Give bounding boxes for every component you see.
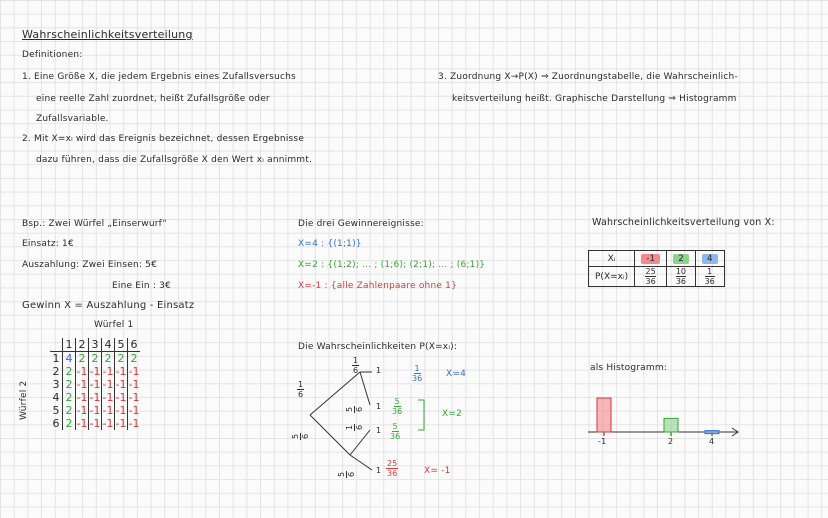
prob-1-6-mid <box>345 424 364 431</box>
def1-line1: 1. Eine Größe X, die jedem Ergebnis eines Zufallsversuchs <box>22 72 296 82</box>
dice-cell: -1 <box>76 417 88 430</box>
dist-p-cell <box>635 267 667 287</box>
tree-branch <box>360 372 370 405</box>
dice-row-label: 6 <box>52 417 60 430</box>
dice-cell: 2 <box>63 391 76 404</box>
dice-cell: 2 <box>128 352 141 366</box>
dice-row-label: 1 <box>52 352 60 365</box>
num: 5 <box>291 433 301 440</box>
dice-cell: -1 <box>89 365 101 378</box>
dice-header-cell: 4 <box>102 338 115 352</box>
prob-5-6-bottom <box>337 471 356 478</box>
auszahlung-eine: Eine Ein : 3€ <box>112 281 171 291</box>
x-value-highlight: 2 <box>673 254 689 264</box>
dice-cell: -1 <box>128 417 140 430</box>
dice-cell: 2 <box>63 404 76 417</box>
num: 25 <box>645 267 656 276</box>
den: 6 <box>355 406 365 413</box>
dice-cell: 2 <box>89 352 102 366</box>
dist-row-x <box>589 251 725 267</box>
num: 1 <box>414 364 420 373</box>
event-x2: X=2 : {(1;2); ... ; (1;6); (2;1); ... ; (6;1)} <box>298 260 486 270</box>
gewinn-formula: Gewinn X = Auszahlung - Einsatz <box>22 300 195 311</box>
dice-row-label: 2 <box>52 365 60 378</box>
def3-line2: keitsverteilung heißt. Graphische Darstellung ⇒ Histogramm <box>452 94 737 104</box>
def1-line3: Zufallsvariable. <box>36 114 109 124</box>
dice-cell: 2 <box>63 365 76 378</box>
dice-cell: -1 <box>115 404 127 417</box>
dice-cell: -1 <box>89 404 101 417</box>
dice-cell: -1 <box>102 404 114 417</box>
definitions-label: Definitionen: <box>22 50 83 60</box>
event-x4: X=4 : {(1;1)} <box>298 239 362 249</box>
auszahlung-zwei: Auszahlung: Zwei Einsen: 5€ <box>22 260 157 270</box>
dice-header-cell: 3 <box>89 338 102 352</box>
dist-row-x-label: Xᵢ <box>589 251 635 267</box>
def1-line2: eine reelle Zahl zuordnet, heißt Zufallsgröße oder <box>36 94 270 104</box>
prob-5-36-b <box>390 422 400 441</box>
den: 36 <box>412 374 423 383</box>
num: 5 <box>394 397 400 406</box>
num: 1 <box>705 267 715 277</box>
dice-cell: 2 <box>76 352 89 366</box>
den: 6 <box>347 471 357 478</box>
dist-row-p <box>589 267 725 287</box>
dist-x-cell <box>695 251 724 267</box>
dice-header-cell: 1 <box>63 338 76 352</box>
tree-branch <box>310 415 350 455</box>
def3-line1: 3. Zuordnung X→P(X) ⇒ Zuordnungstabelle, die Wahrscheinlich- <box>438 72 738 82</box>
dice-row-label: 4 <box>52 391 60 404</box>
prob-1-6-first <box>297 380 304 399</box>
example-heading: Bsp.: Zwei Würfel „Einserwurf“ <box>22 219 168 229</box>
dice-cell: -1 <box>102 417 114 430</box>
prob-5-6-mid <box>345 406 364 413</box>
dice-cell: 2 <box>63 417 76 430</box>
hist-tick-label: 4 <box>709 437 715 446</box>
dice-cell: -1 <box>115 391 127 404</box>
prob-heading: Die Wahrscheinlichkeiten P(X=xᵢ): <box>298 342 458 352</box>
wuerfel2-label: Würfel 2 <box>19 380 29 420</box>
num: 1 <box>345 424 355 431</box>
event-xm1: X=-1 : {alle Zahlenpaare ohne 1} <box>298 281 458 291</box>
wuerfel1-label: Würfel 1 <box>94 320 134 330</box>
dice-cell: -1 <box>89 391 101 404</box>
histogram-bar <box>705 431 719 434</box>
num: 5 <box>392 422 398 431</box>
dice-cell: -1 <box>89 378 101 391</box>
num: 5 <box>345 406 355 413</box>
dice-cell: -1 <box>76 391 88 404</box>
num: 1 <box>353 356 359 365</box>
den: 36 <box>390 432 401 441</box>
histogram-label: als Histogramm: <box>590 363 668 373</box>
dice-cell: -1 <box>115 417 127 430</box>
dist-p-cell <box>667 267 696 287</box>
prob-25-36 <box>386 459 398 478</box>
num: 5 <box>337 471 347 478</box>
dice-cell: -1 <box>115 378 127 391</box>
dist-x-cell <box>667 251 696 267</box>
prob-5-36-a <box>392 397 402 416</box>
histogram-bars <box>597 398 719 434</box>
dice-cell: -1 <box>102 391 114 404</box>
def2-line2: dazu führen, dass die Zufallsgröße X den Wert xᵢ annimmt. <box>36 155 313 165</box>
dice-cell: 2 <box>102 352 115 366</box>
einsatz: Einsatz: 1€ <box>22 239 74 249</box>
tree-branch <box>350 455 372 470</box>
dice-cell: -1 <box>102 378 114 391</box>
dice-cell: -1 <box>128 378 140 391</box>
hist-tick-label: 2 <box>668 437 674 446</box>
def2-line1: 2. Mit X=xᵢ wird das Ereignis bezeichnet, dessen Ergebnisse <box>22 134 305 144</box>
prob-5-6-first <box>291 433 310 440</box>
dice-row-label: 5 <box>52 404 60 417</box>
dice-cell: -1 <box>115 365 127 378</box>
dice-header-cell: 6 <box>128 338 141 352</box>
dice-cell: -1 <box>76 378 88 391</box>
dice-row-label: 3 <box>52 378 60 391</box>
dice-cell: 2 <box>115 352 128 366</box>
dice-cell: 2 <box>63 378 76 391</box>
dice-cell: -1 <box>76 404 88 417</box>
dice-header-cell: 5 <box>115 338 128 352</box>
den: 6 <box>353 366 359 375</box>
dice-cell: -1 <box>128 391 140 404</box>
tree-branch <box>350 430 370 455</box>
one-label: 1 <box>376 366 382 375</box>
one-label: 1 <box>376 426 382 435</box>
one-label: 1 <box>376 466 382 475</box>
num: 25 <box>387 459 398 468</box>
label-x4: X=4 <box>446 369 467 379</box>
den: 36 <box>645 277 656 286</box>
x-value-highlight: 4 <box>702 254 718 264</box>
x2-bracket <box>418 400 424 430</box>
page-title: Wahrscheinlichkeitsverteilung <box>22 28 193 41</box>
den: 36 <box>675 277 687 286</box>
dice-header-cell: 2 <box>76 338 89 352</box>
prob-1-36 <box>412 364 422 383</box>
prob-1-6-top <box>352 356 359 375</box>
dice-cell: 4 <box>63 352 76 366</box>
den: 6 <box>355 424 365 431</box>
histogram-bar <box>597 398 611 432</box>
den: 36 <box>387 469 398 478</box>
histogram-bar <box>664 418 678 432</box>
hist-tick-label: -1 <box>598 437 607 446</box>
x-value-highlight: -1 <box>641 254 660 264</box>
dice-cell: -1 <box>102 365 114 378</box>
dist-x-cell <box>635 251 667 267</box>
distribution-table <box>588 250 725 287</box>
one-label: 1 <box>376 402 382 411</box>
dist-row-p-label: P(X=xᵢ) <box>589 267 635 287</box>
num: 10 <box>675 267 687 276</box>
label-x2: X=2 <box>442 409 463 419</box>
events-heading: Die drei Gewinnereignisse: <box>298 219 424 229</box>
den: 36 <box>704 277 715 286</box>
dice-cell: -1 <box>89 417 101 430</box>
dice-cell: -1 <box>76 365 88 378</box>
den: 6 <box>301 433 311 440</box>
num: 1 <box>298 380 304 389</box>
den: 6 <box>298 390 304 399</box>
dist-p-cell <box>695 267 724 287</box>
distribution-heading: Wahrscheinlichkeitsverteilung von X: <box>592 217 775 228</box>
label-xm1: X= -1 <box>424 466 451 476</box>
dice-cell: -1 <box>128 365 140 378</box>
dice-cell: -1 <box>128 404 140 417</box>
den: 36 <box>392 407 403 416</box>
